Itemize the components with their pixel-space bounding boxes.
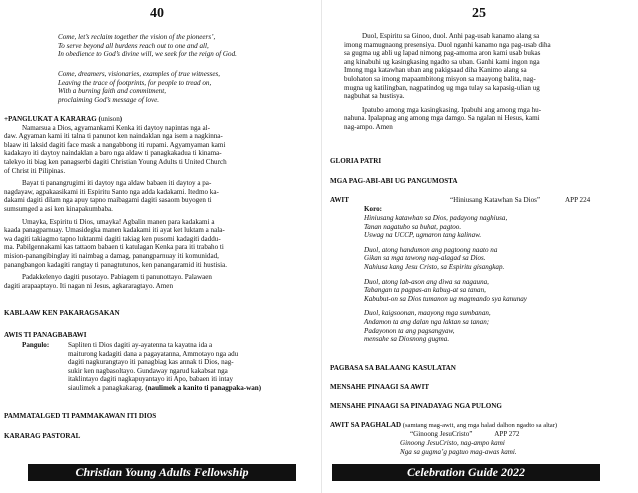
panglukat-section: +PANGLUKAT A KARARAG (unison) Namarsua a Dios, agyamankami Kenka iti daytoy napintas nga al- daw. Agyaman kami iti talna ti panunot ken naindaklan nga isem a nagkinna- blaaw iti laksid dagiti face mask a nangabbong iti rupami. Agyamyaman kami kadakayo iti daytoy naindaklan a baro nga aldaw ti panagkakadua ti kinama- talekyo iti biag ken panagserbi dagiti Christian Young Adults ti United Church of Christ iti Pilipinas. Bayat ti panangrugimi iti daytoy nga aldaw babaen iti daytoy a pa- nagdayaw, agpakaasikami iti Espiritu Santo nga adda kadakami. Itedmo ka- dakami dagiti dilam nga apuy tapno maibagami dagiti sasaom buyogen ti sumsumged a asi ken kinapakumbaba. Umayka, Espiritu ti Dios, umayka! Agbalin manen para kadakami a kaada panagparnuay. Umasidegka manen kadakami iti ayat ket luktam a nala- wa dagiti takiagmo tapno luktanmi dagiti takiag ken pusomi kadagiti daddu- ma. Pabilgennakami kas tattaom babaen ti katulagan Kenka para iti trabaho ti mision-panangibinglay iti naimbag a damag, panangparnuay iti komunidad, panangbangon kadagiti rangtay ti panagtutunos, ken panangaramid iti hustisia. Padakkelenyo dagiti pusotayo. Pabiagem ti panunottayo. Palawaen dagiti arapaaptayo. Iti nagan ni Jesus, agkararagtayo. Amen (4, 115, 316, 290)
hymn-stanza: Come, dreamers, visionaries, examples of true witnesses, Leaving the trace of footprints, for people to tread on, With a burning faith and commitment, proclaiming God’s message of love. (58, 70, 221, 104)
pammatalged-heading: PAMMATALGED TI PAMMAKAWAN ITI DIOS (4, 412, 157, 420)
page-footer: Celebration Guide 2022 (332, 464, 600, 481)
page-number: 25 (472, 6, 486, 21)
paghalad-title: “Ginoong JesuCristo” APP 272 (410, 430, 520, 438)
mensahe-pulong-heading: MENSAHE PINAAGI SA PINADAYAG NGA PULONG (330, 402, 502, 410)
kararag-heading: KARARAG PASTORAL (4, 432, 81, 440)
page-footer: Christian Young Adults Fellowship (28, 464, 296, 481)
speaker-label: Pangulo: (22, 341, 50, 349)
koro-label: Koro: (364, 205, 382, 213)
pangulo-text: Sapliten ti Dios dagiti ay-ayatenna ta kayatna ida a maiturong kadagiti dana a pagayatanna, Ammotayo nga adu dagiti nagkurangtayo iti panagbiag kas annak ti Dios, nag- sukir ken nagbasoltayo. Gundaway ngarud kakabsat nga itaklintayo dagiti nagkapuyantayo iti Apo, babaen iti intay siaulimek a panagkakarag. (naulimek a kanito ti panagpaka-wan) (68, 341, 262, 392)
awit-line: AWIT “Hiniusang Katawhan Sa Dios” APP 224 (330, 196, 591, 204)
awis-heading: AWIS TI PANAGBABAWI (4, 331, 87, 339)
right-page (322, 0, 638, 493)
gloria-heading: GLORIA PATRI (330, 157, 382, 165)
hymn-verses: Hiniusang katawhan sa Dios, padayong naghiusa, Tanan nagatubo sa buhat, pagtoo. Uswag na UCCP, ugmaron tang kalinaw. Duol, atong handumon ang pagtoong naato na Gikan sa mga tawong nag-alagad sa Dios. Nahiusa kang Jesu Cristo, sa Espiritu gisangkap. Duol, atong lab-ason ang diwa sa nagauna, Tabangan ta pagpas-an kabug-at sa tanan, Kabubut-on sa Dios tumanon ug magmando sya kanunay Duol, kaigsoonan, maayong mga sumbanan, Andamon ta ang dalan nga laktan sa tanan; Padayonon ta ang pagsangyaw, mensahe sa Diosnong gugma. (364, 214, 527, 344)
section-heading: +PANGLUKAT A KARARAG (unison) (4, 115, 123, 123)
mensahe-awit-heading: MENSAHE PINAAGI SA AWIT (330, 383, 430, 391)
paghalad-lyrics: Ginoong JesuCristo, nag-ampo kami Nga sa gugma’g pagtuo mag-awas kami. (400, 439, 517, 456)
page-number: 40 (150, 6, 164, 21)
paghalad-line: AWIT SA PAGHALAD (samtang mag-awit, ang mga halad dalhon ngadto sa altar) (330, 421, 558, 429)
intro-paragraph: Duol, Espiritu sa Ginoo, duol. Anhi pag-usab kanamo alang sa imong mamugnaong presensiya. Duol nganhi kanamo nga pag-usab diha sa gugma ug abli ug lapad nimong pag-amoma aron kami usab bukas ang kinabuhi ug kasingkasing ngadto sa uban. Ganhi kami ingon nga Imong mga katawhan uban ang pakigsaad diha Kanimo alang sa bulohaton sa imong mapaambitong misyon sa maayong balita, nag- mugna ug katilingban, nagpatindog ug mga tulay sa kapasig-ulian ug nagbuhat sa hustisya. Ipatubo among mga kasingkasing. Ipabuhi ang among mga hu- nahuna. Ipalapnag ang among mga damgo. Sa ngalan ni Hesus, kami nag-ampo. Amen (344, 32, 551, 131)
hymn-intro: Come, let’s reclaim together the vision of the pioneers’, To serve beyond all burdens reach out to one and all, In obedience to God’s divine will, we seek for the reign of God. (58, 33, 237, 59)
pangulo-block (22, 341, 314, 393)
pagabiabi-heading: MGA PAG-ABI-ABI UG PANGUMOSTA (330, 177, 458, 185)
pagbasa-heading: PAGBASA SA BALAANG KASULATAN (330, 364, 456, 372)
kablaaw-heading: KABLAAW KEN PAKARAGSAKAN (4, 309, 120, 317)
